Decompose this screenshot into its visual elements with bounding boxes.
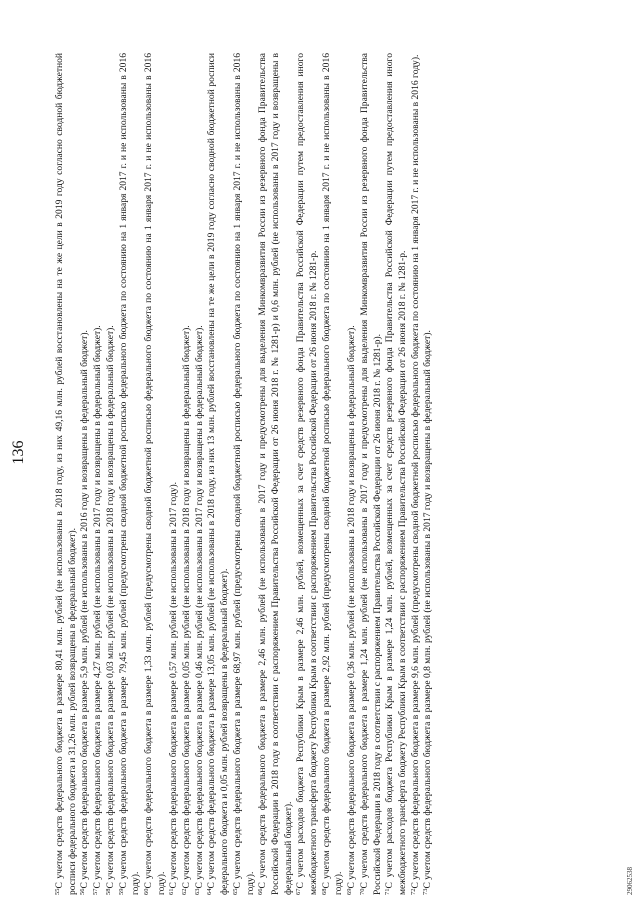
footnote-number: 66 (257, 888, 265, 895)
footnote (410, 53, 423, 895)
footnote-text: С учетом средств федерального бюджета в размере 0,03 млн. рублей (не использованы в 2018 году и возвращены в федеральный бюджет). (104, 325, 116, 889)
footnote-number: 70 (358, 888, 366, 895)
footnote-text: С учетом средств федерального бюджета в размере 0,05 млн. рублей (не использованы в 2018 году и возвращены в федеральный бюджет). (181, 325, 193, 889)
footnote (422, 53, 435, 895)
footnote-number: 73 (422, 888, 430, 895)
footnote-text: С учетом средств федерального бюджета в размере 13,05 млн. рублей (не использованы в 2018 году, из них 13 млн. рублей восстановлены на те же цели в 2019 году согласно сводной бюджетной росписи федерального бюджета и 0,05 млн. рублей возвращены в федеральный бюджет). (206, 53, 231, 895)
footnote (54, 53, 79, 895)
footnote-text: С учетом средств федерального бюджета в размере 80,41 млн. рублей (не использованы в 2018 году, из них 49,16 млн. рублей восстановлены на те же цели в 2019 году согласно сводной бюджетной росписи федерального бюджета и 31,26 млн. рублей возвращены в федеральный бюджет). (54, 53, 78, 895)
footnote (105, 53, 118, 895)
footnote-number: 61 (168, 888, 176, 895)
footnote (232, 53, 257, 895)
footnote-text: С учетом средств федерального бюджета в размере 2,92 млн. рублей (предусмотрены сводной бюджетной росписью федерального бюджета по состоянию на 1 января 2017 г. и не использованы в 2016 году). (320, 53, 345, 895)
footnote-text: С учетом средств федерального бюджета в размере 79,45 млн. рублей (предусмотрены сводной бюджетной росписью федерального бюджета по состоянию на 1 января 2017 г. и не использованы в 2016 году). (117, 53, 142, 895)
page-number: 136 (10, 440, 27, 465)
footnote-number: 69 (346, 888, 354, 895)
footnote-number: 58 (104, 888, 112, 895)
footnote (257, 53, 295, 895)
footnotes-block (54, 53, 435, 895)
footnote-text: С учетом средств федерального бюджета в размере 0,46 млн. рублей (не использованы в 2017 году и возвращены в федеральный бюджет). (193, 325, 205, 889)
footnote (346, 53, 359, 895)
footnote-text: С учетом средств федерального бюджета в размере 4,27 млн. рублей (не использованы в 2017 году и возвращены в федеральный бюджет). (92, 325, 104, 889)
footnote-text: С учетом средств федерального бюджета в размере 1,24 млн. рублей (не использованы в 2017 году и предусмотрены для выделения Минкомвразвития России из резервного фонда Правительства Российской Федерации в 2018 году в соответствии с распоряжением Правительства Российской Федерации от 26 июня 2018 г. № 1281-р). (358, 53, 383, 895)
footnote-text: С учетом расходов бюджета Республики Крым в размере 1,24 млн. рублей, возмещенных за счет средств резервного фонда Правительства Российской Федерации путем предоставления иного межбюджетного трансферта бюджету Республики Крым в соответствии с распоряжением Правительства Российской Федерации от 26 июня 2018 г. № 1281-р. (384, 53, 408, 895)
footnote (295, 53, 320, 895)
footnote (168, 53, 181, 895)
footnote (321, 53, 346, 895)
footnote-number: 72 (409, 888, 417, 895)
footnote-text: С учетом средств федерального бюджета в размере 0,57 млн. рублей (не использованы в 2017 году). (168, 481, 180, 889)
footnote-number: 59 (117, 888, 125, 895)
footnote (359, 53, 384, 895)
footnote-number: 60 (142, 888, 150, 895)
footnote-text: С учетом средств федерального бюджета в размере 1,33 млн. рублей (предусмотрены сводной бюджетной росписью федерального бюджета по состоянию на 1 января 2017 г. и не использованы в 2016 году). (142, 53, 167, 895)
footnote-number: 68 (320, 888, 328, 895)
footnote-number: 55 (54, 888, 61, 895)
footnote (92, 53, 105, 895)
footnote (194, 53, 207, 895)
footnote (118, 53, 143, 895)
footnote-text: С учетом средств федерального бюджета в размере 68,97 млн. рублей (предусмотрены сводной бюджетной росписью федерального бюджета по состоянию на 1 января 2017 г. и не использованы в 2016 году). (231, 53, 256, 895)
footnote-text: С учетом средств федерального бюджета в размере 0,36 млн. рублей (не использованы в 2018 году и возвращены в федеральный бюджет). (346, 325, 358, 889)
footnote (181, 53, 194, 895)
footnote-number: 56 (79, 888, 87, 895)
footnote-number: 62 (181, 888, 189, 895)
footnote (79, 53, 92, 895)
document-code: 29062538 (626, 867, 634, 895)
footnote (143, 53, 168, 895)
footnote-text: С учетом средств федерального бюджета в размере 5,9 млн. рублей (не использованы в 2016 году и возвращены в федеральный бюджет). (79, 330, 91, 889)
footnote-number: 71 (384, 888, 392, 895)
footnote-number: 67 (295, 888, 303, 895)
footnote (206, 53, 231, 895)
footnote-text: С учетом средств федерального бюджета в размере 0,8 млн. рублей (не использованы в 2017 году и возвращены в федеральный бюджет). (422, 330, 434, 889)
footnote (384, 53, 409, 895)
footnote-number: 65 (231, 888, 239, 895)
footnote-text: С учетом средств федерального бюджета в размере 9,6 млн. рублей (предусмотрены сводной бюджетной росписью федерального бюджета по состоянию на 1 января 2017 г. и не использованы в 2016 году). (409, 54, 421, 889)
footnote-text: С учетом средств федерального бюджета в размере 2,46 млн. рублей (не использованы в 2017 году и предусмотрены для выделения Минкомвразвития России из резервного фонда Правительства Российской Федерации в 2018 году в соответствии с распоряжением Правительства Российской Федерации от 26 июня 2018 г. № 1281-р) и 0,6 млн. рублей (не использованы в 2017 году и возвращены в федеральный бюджет). (257, 53, 294, 895)
footnote-number: 63 (193, 888, 201, 895)
footnote-number: 64 (206, 888, 214, 895)
footnote-text: С учетом расходов бюджета Республики Крым в размере 2,46 млн. рублей, возмещенных за счет средств резервного фонда Правительства Российской Федерации путем предоставления иного межбюджетного трансферта бюджету Республики Крым в соответствии с распоряжением Правительства Российской Федерации от 26 июня 2018 г. № 1281-р. (295, 53, 320, 895)
footnote-number: 57 (92, 888, 100, 895)
